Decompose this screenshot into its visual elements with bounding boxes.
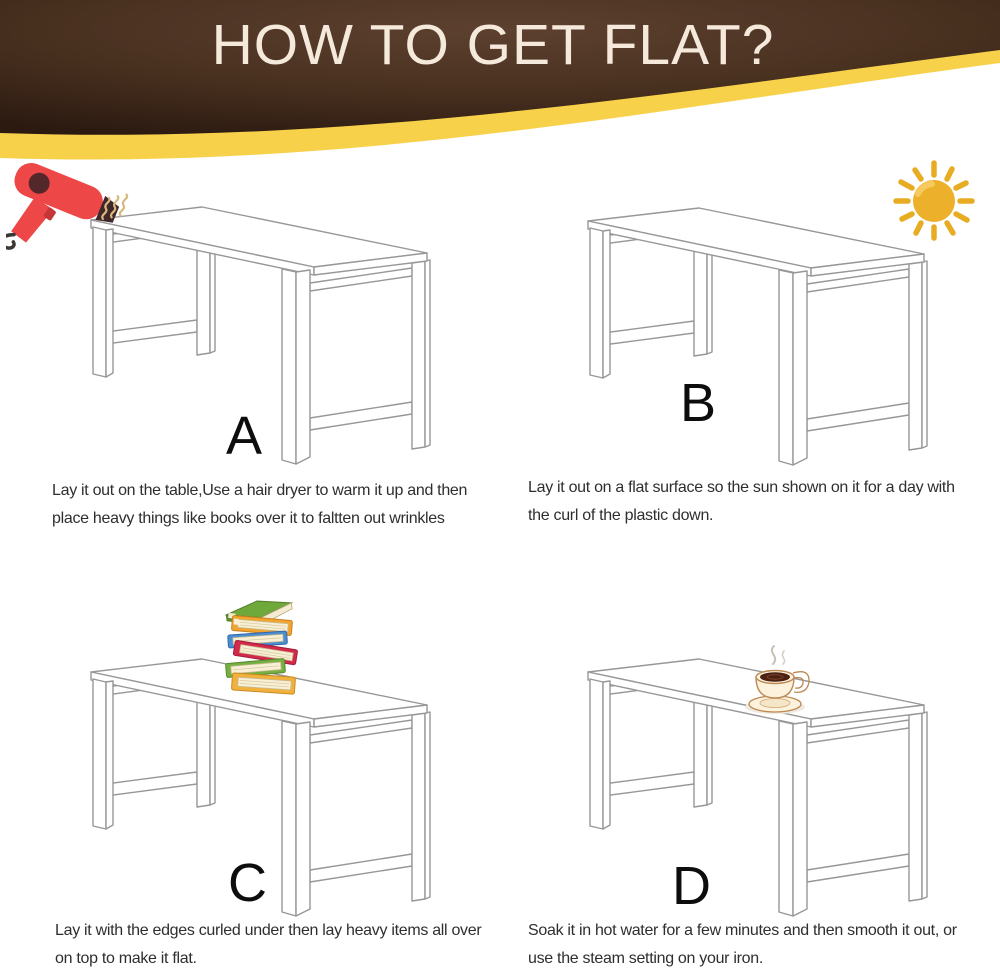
page-title: HOW TO GET FLAT? bbox=[211, 13, 775, 77]
section-letter-c: C bbox=[228, 853, 267, 913]
caption-b-line2: the curl of the plastic down. bbox=[528, 507, 714, 524]
caption-c-line1: Lay it with the edges curled under then lay heavy items all over bbox=[55, 922, 482, 939]
section-letter-d: D bbox=[672, 856, 711, 916]
sun-icon bbox=[884, 152, 980, 248]
caption-a-line1: Lay it out on the table,Use a hair dryer to warm it up and then bbox=[52, 482, 468, 499]
caption-d-line1: Soak it in hot water for a few minutes and then smooth it out, or bbox=[528, 922, 957, 939]
section-letter-a: A bbox=[226, 406, 263, 466]
caption-c-line2: on top to make it flat. bbox=[55, 950, 197, 967]
caption-b-line1: Lay it out on a flat surface so the sun shown on it for a day with bbox=[528, 479, 955, 496]
caption-c bbox=[55, 917, 515, 973]
caption-b bbox=[528, 474, 988, 530]
caption-a bbox=[52, 477, 512, 533]
books-stack-icon bbox=[220, 598, 302, 714]
caption-d bbox=[528, 917, 988, 973]
section-letter-b: B bbox=[680, 373, 717, 433]
caption-d-line2: use the steam setting on your iron. bbox=[528, 950, 763, 967]
caption-a-line2: place heavy things like books over it to faltten out wrinkles bbox=[52, 510, 445, 527]
table-illustration-b bbox=[581, 206, 931, 472]
hair-dryer-icon bbox=[6, 158, 138, 270]
coffee-cup-icon bbox=[734, 641, 816, 719]
